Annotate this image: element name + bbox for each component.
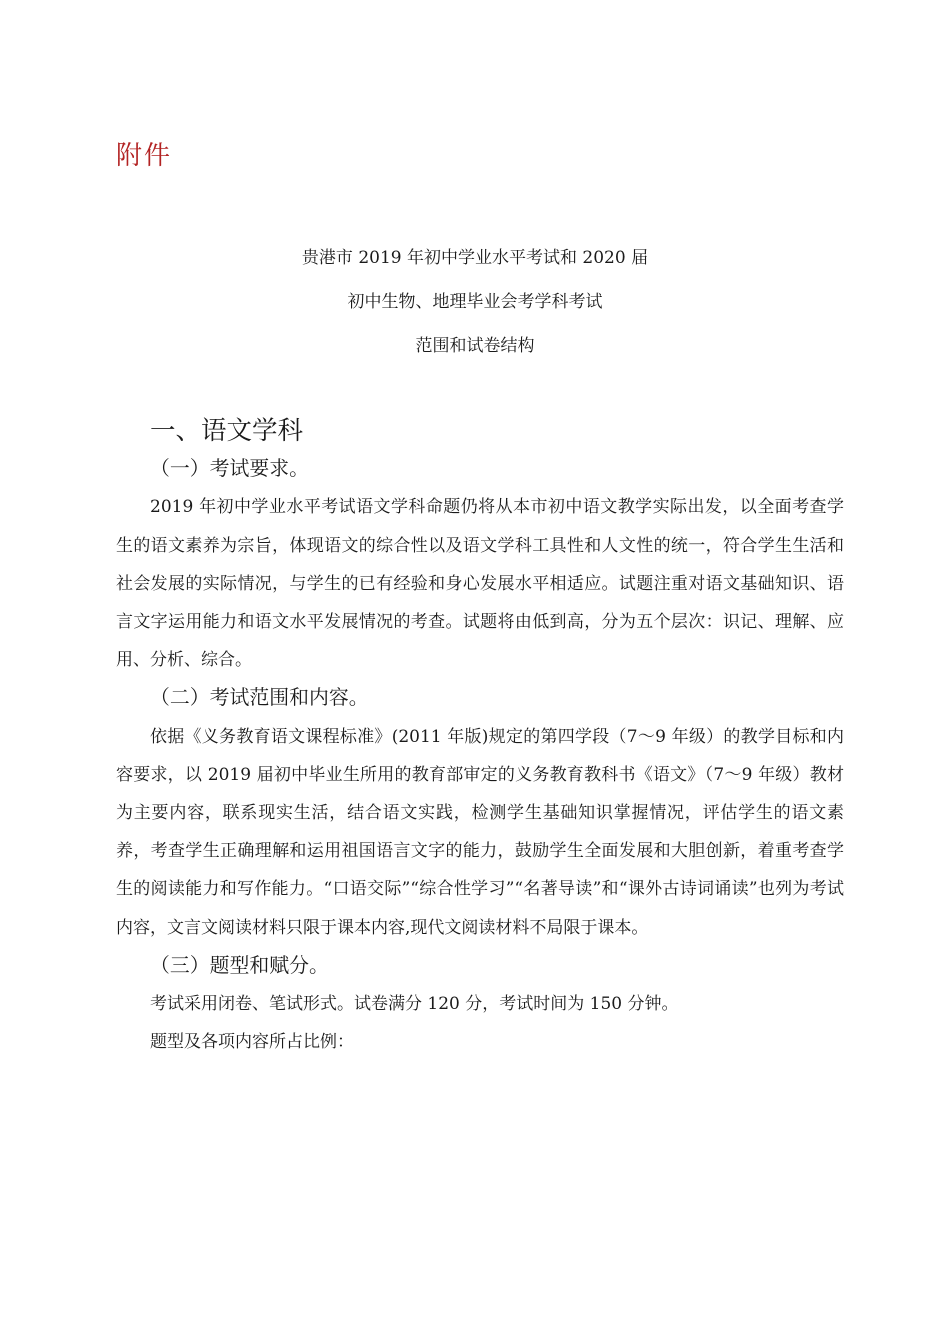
document-title [0,236,950,368]
subheading-question-types: （三）题型和赋分。 [150,953,329,977]
title-line-2: 初中生物、地理毕业会考学科考试 [347,292,603,312]
paragraph-question-proportions: 题型及各项内容所占比例： [150,1032,354,1053]
paragraph-exam-requirements: 2019 年初中学业水平考试语文学科命题仍将从本市初中语文教学实际出发，以全面考查学生的语文素养为宗旨，体现语文的综合性以及语文学科工具性和人文性的统一，符合学生生活和社会发展的实际情况，与学生的已有经验和身心发展水平相适应。试题注重对语文基础知识、语言文字运用能力和语文水平发展情况的考查。试题将由低到高，分为五个层次：识记、理解、应用、分析、综合。 [116,497,844,671]
title-line-1: 贵港市 2019 年初中学业水平考试和 2020 届 [301,248,649,268]
paragraph-exam-scope: 依据《义务教育语文课程标准》(2011 年版)规定的第四学段（7～9 年级）的教学目标和内容要求，以 2019 届初中毕业生所用的教育部审定的义务教育教科书《语文》（7～9 年级）教材为主要内容，联系现实生活，结合语文实践，检测学生基础知识掌握情况，评估学生的语文素养，考查学生正确理解和运用祖国语言文字的能力，鼓励学生全面发展和大胆创新，着重考查学生的阅读能力和写作能力。“口语交际”“综合性学习”“名著导读”和“课外古诗词诵读”也列为考试内容，文言文阅读材料只限于课本内容,现代文阅读材料不局限于课本。 [116,726,844,938]
attachment-label: 附件 [116,141,173,171]
subheading-exam-requirements: （一）考试要求。 [150,457,310,481]
paragraph-exam-format: 考试采用闭卷、笔试形式。试卷满分 120 分，考试时间为 150 分钟。 [150,994,679,1015]
document-body [116,412,844,1061]
title-line-3: 范围和试卷结构 [415,336,535,356]
subheading-exam-scope: （二）考试范围和内容。 [150,686,369,710]
section-heading-chinese: 一、语文学科 [150,416,304,446]
